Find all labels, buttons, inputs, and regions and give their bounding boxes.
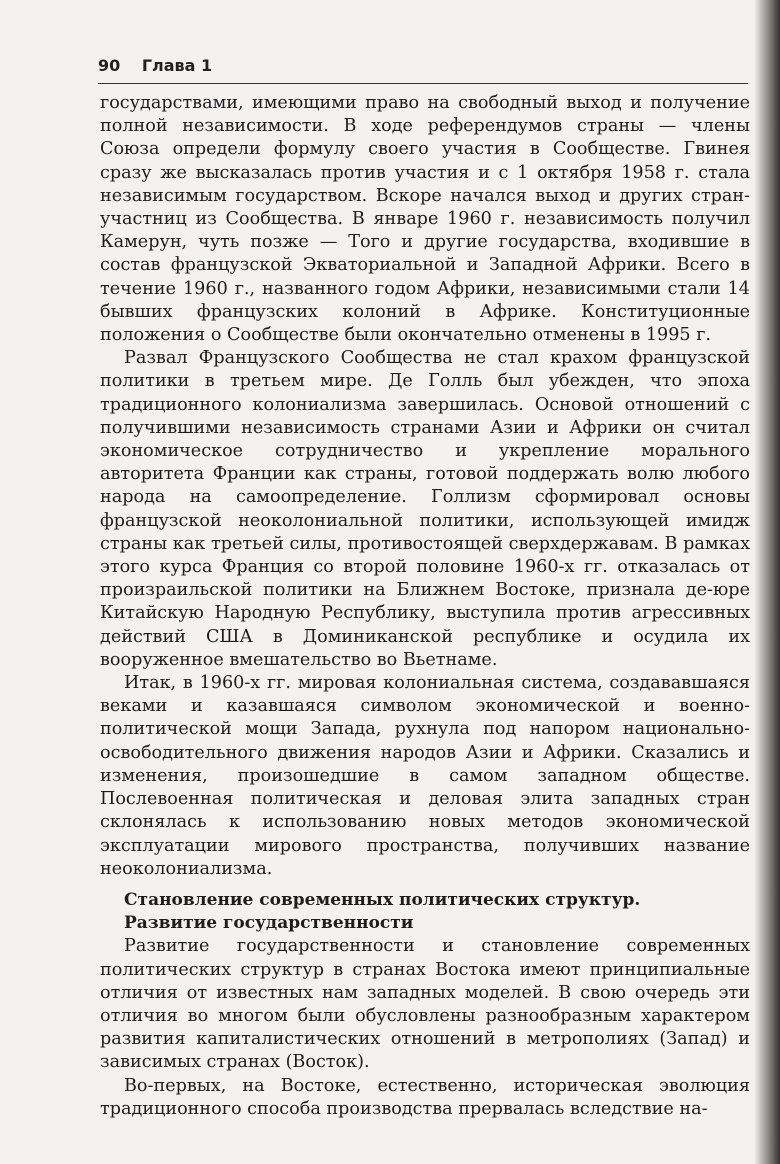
section-heading: [124, 889, 750, 935]
header-rule: [98, 83, 748, 84]
page-number: 90: [98, 56, 121, 75]
running-header: [98, 56, 212, 75]
paragraph: государствами, имеющими право на свободный выход и получение полной независимости. В ходе референдумов страны — члены Союза определи формулу своего участия в Сообществе. Гвинея сразу же высказалась против участия и с 1 октября 1958 г. стала независимым государством. Вскоре начался выход и других стран-участниц из Сообщества. В январе 1960 г. независимость получил Камерун, чуть позже — Того и другие государства, входившие в состав французской Экваториальной и Западной Африки. Всего в течение 1960 г., названного годом Африки, независимыми стали 14 бывших французских колоний в Африке. Конституционные положения о Сообществе были окончательно отменены в 1995 г.: [100, 93, 750, 346]
section-heading-line: Становление современных политических структур.: [124, 889, 641, 910]
body-text: [100, 92, 750, 1121]
paragraph: Во-первых, на Востоке, естественно, историческая эволюция традиционного способа производства прервалась вследствие на-: [100, 1075, 750, 1119]
paragraph: Развитие государственности и становление современных политических структур в странах Востока имеют принципиальные отличия от известных нам западных моделей. В свою очередь эти отличия во многом были обусловлены разнообразным характером развития капиталистических отношений в метрополиях (Запад) и зависимых странах (Восток).: [100, 936, 750, 1073]
paragraph: Итак, в 1960-х гг. мировая колониальная система, создававшаяся веками и казавшаяся символом экономической и военно-политической мощи Запада, рухнула под напором национально-освободительного движения народов Азии и Африки. Сказались и изменения, произошедшие в самом западном обществе. Послевоенная политическая и деловая элита западных стран склонялась к использованию новых методов экономической эксплуатации мирового пространства, получивших название неоколониализма.: [100, 673, 750, 879]
chapter-title: Глава 1: [141, 56, 213, 75]
paragraph: Развал Французского Сообщества не стал крахом французской политики в третьем мире. Де Голль был убежден, что эпоха традиционного колониализма завершилась. Основой отношений с получившими независимость странами Азии и Африки он считал экономическое сотрудничество и укрепление морального авторитета Франции как страны, готовой поддержать волю любого народа на самоопределение. Голлизм сформировал основы французской неоколониальной политики, использующей имидж страны как третьей силы, противостоящей сверхдержавам. В рамках этого курса Франция со второй половине 1960-х гг. отказалась от произраильской политики на Ближнем Востоке, признала де-юре Китайскую Народную Республику, выступила против агрессивных действий США в Доминиканской республике и осудила их вооруженное вмешательство во Вьетнаме.: [100, 348, 750, 670]
section-heading-line: Развитие государственности: [124, 913, 414, 934]
page-edge-shadow: [754, 0, 780, 1164]
